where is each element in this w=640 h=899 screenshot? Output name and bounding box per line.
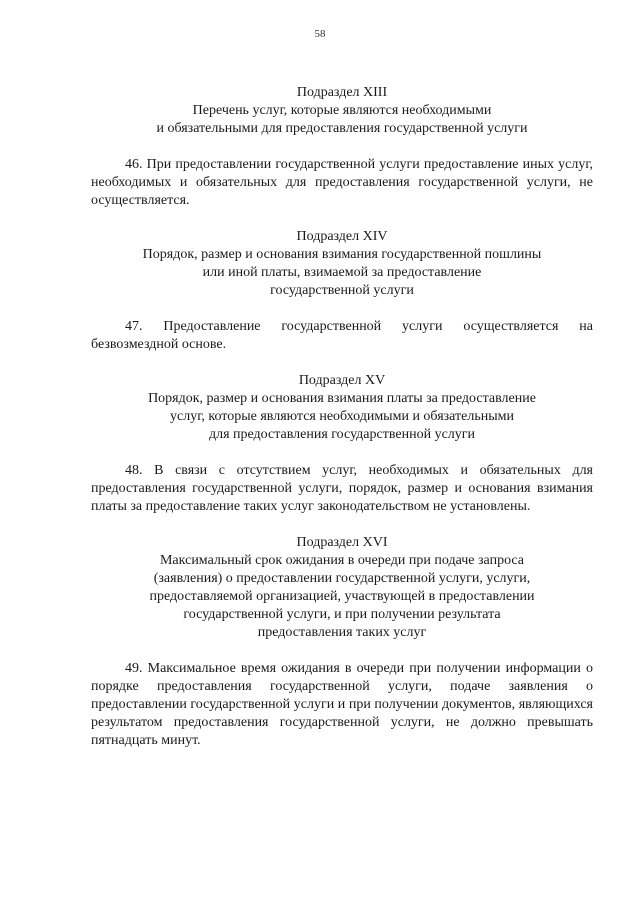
paragraph-48: 48. В связи с отсутствием услуг, необходимых и обязательных для предоставления государственной услуги, порядок, размер и основания взимания платы за предоставление таких услуг законодательством не установлены.: [91, 463, 593, 514]
subsection-heading-xiii: [91, 84, 593, 138]
subsection-label: Подраздел XV: [298, 373, 386, 388]
subsection-title: Порядок, размер и основания взимания государственной пошлины или иной платы, взимаемой за предоставление государственной услуги: [142, 247, 542, 298]
paragraph-47: 47. Предоставление государственной услуги осуществляется на безвозмездной основе.: [91, 319, 593, 352]
subsection-label: Подраздел XVI: [296, 535, 388, 550]
document-body: [91, 84, 593, 750]
subsection-label: Подраздел XIV: [296, 229, 388, 244]
page-number: 58: [314, 28, 326, 40]
subsection-title: Максимальный срок ожидания в очереди при подаче запроса (заявления) о предоставлении государственной услуги, услуги, предоставляемой организацией, участвующей в предоставлении государственной услуги, и при получении результата предоставления таких услуг: [149, 553, 535, 640]
subsection-title: Перечень услуг, которые являются необходимыми и обязательными для предоставления государственной услуги: [156, 103, 528, 136]
subsection-heading-xiv: [91, 228, 593, 300]
paragraph-46: 46. При предоставлении государственной услуги предоставление иных услуг, необходимых и обязательных для предоставления государственной услуги, не осуществляется.: [91, 157, 593, 208]
paragraph-49: 49. Максимальное время ожидания в очереди при получении информации о порядке предоставления государственной услуги, подаче заявления о предоставлении государственной услуги и при получении документов, являющихся результатом предоставления государственной услуги, не должно превышать пятнадцать минут.: [91, 661, 593, 748]
subsection-title: Порядок, размер и основания взимания платы за предоставление услуг, которые являются необходимыми и обязательными для предоставления государственной услуги: [148, 391, 536, 442]
subsection-label: Подраздел XIII: [296, 85, 388, 100]
subsection-heading-xvi: [91, 534, 593, 642]
subsection-heading-xv: [91, 372, 593, 444]
